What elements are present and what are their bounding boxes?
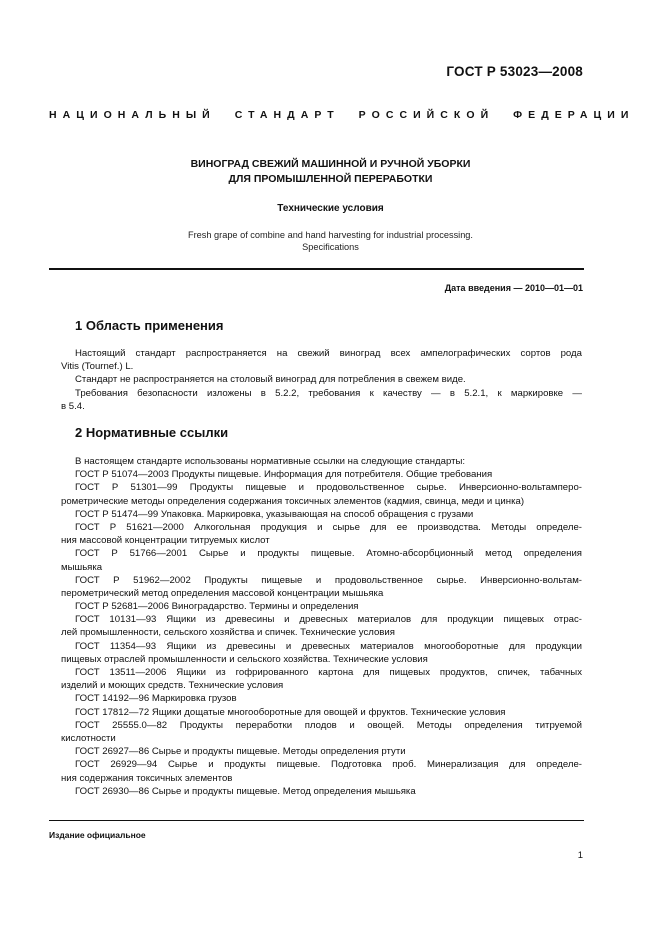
reference-line: ния массовой концентрации титруемых кислот <box>61 535 270 547</box>
reference-line: ГОСТ Р 51621—2000 Алкогольная продукция и сырье для ее производства. Методы определе- <box>75 521 582 533</box>
english-title-line-1: Fresh grape of combine and hand harvesting for industrial processing. <box>188 230 473 240</box>
section-2-body <box>61 455 582 798</box>
reference-line: ГОСТ 14192—96 Маркировка грузов <box>75 693 237 705</box>
reference-line: ГОСТ Р 51766—2001 Сырье и продукты пищевые. Атомно-абсорбционный метод определения <box>75 548 582 560</box>
reference-line: В настоящем стандарте использованы нормативные ссылки на следующие стандарты: <box>75 456 466 467</box>
section-2-heading: 2 Нормативные ссылки <box>75 425 229 440</box>
section-1-heading: 1 Область применения <box>75 318 224 333</box>
reference-line: ГОСТ 10131—93 Ящики из древесины и древесных материалов для продукции пищевых отрас- <box>75 614 582 626</box>
section-1-line: Стандарт не распространяется на столовый виноград для потребления в свежем виде. <box>75 374 466 386</box>
section-1-line: в 5.4. <box>61 400 85 412</box>
document-subtitle: Технические условия <box>277 203 384 214</box>
reference-line: ГОСТ Р 52681—2006 Виноградарство. Термины и определения <box>75 601 359 613</box>
reference-line: ГОСТ 26929—94 Сырье и продукты пищевые. Подготовка проб. Минерализация для определе- <box>75 759 582 771</box>
reference-line: ГОСТ 11354—93 Ящики из древесины и древесных материалов многооборотные для продукции <box>75 640 582 652</box>
reference-line: изделий и моющих средств. Технические условия <box>61 680 284 692</box>
reference-line: лей промышленности, сельского хозяйства и спичек. Технические условия <box>61 627 395 639</box>
gost-identifier: ГОСТ Р 53023—2008 <box>446 64 583 79</box>
section-1-line: Настоящий стандарт распространяется на свежий виноград всех ампелографических сортов рода <box>75 348 582 359</box>
reference-line: ГОСТ Р 51474—99 Упаковка. Маркировка, указывающая на способ обращения с грузами <box>75 508 474 520</box>
section-1-line: Требования безопасности изложены в 5.2.2, требования к качеству — в 5.2.1, к маркировке — <box>75 387 582 399</box>
section-1-body <box>61 347 582 413</box>
english-title-line-2: Specifications <box>302 242 359 252</box>
reference-line: ГОСТ 26927—86 Сырье и продукты пищевые. Методы определения ртути <box>75 746 406 758</box>
official-edition-note: Издание официальное <box>49 830 146 840</box>
reference-line: пищевых отраслей промышленности и сельского хозяйства. Технические условия <box>61 653 428 665</box>
header-rule <box>49 268 584 270</box>
reference-line: кислотности <box>61 732 116 744</box>
page-number: 1 <box>577 850 583 861</box>
reference-line: мышьяка <box>61 561 103 573</box>
reference-line: ГОСТ 25555.0—82 Продукты переработки плодов и овощей. Методы определения титруемой <box>75 719 582 731</box>
document-title-line-1: ВИНОГРАД СВЕЖИЙ МАШИННОЙ И РУЧНОЙ УБОРКИ <box>190 158 471 170</box>
reference-line: ГОСТ 13511—2006 Ящики из гофрированного картона для пищевых продуктов, спичек, табачных <box>75 667 582 678</box>
reference-line: ГОСТ 17812—72 Ящики дощатые многооборотные для овощей и фруктов. Технические условия <box>75 706 506 718</box>
document-title-line-2: ДЛЯ ПРОМЫШЛЕННОЙ ПЕРЕРАБОТКИ <box>228 173 433 185</box>
national-standard-banner: НАЦИОНАЛЬНЫЙ СТАНДАРТ РОССИЙСКОЙ ФЕДЕРАЦИИ <box>49 109 635 121</box>
reference-line: ния содержания токсичных элементов <box>61 772 233 784</box>
section-1-line: Vitis (Tournef.) L. <box>61 361 134 373</box>
reference-line: ГОСТ Р 51074—2003 Продукты пищевые. Информация для потребителя. Общие требования <box>75 469 493 481</box>
reference-line: ГОСТ Р 51301—99 Продукты пищевые и продовольственное сырье. Инверсионно-вольтамперо- <box>75 482 582 494</box>
reference-line: ГОСТ 26930—86 Сырье и продукты пищевые. Метод определения мышьяка <box>75 785 416 797</box>
reference-line: рометрические методы определения содержания токсичных элементов (кадмия, свинца, меди и цинка) <box>61 495 525 507</box>
introduction-date: Дата введения — 2010—01—01 <box>444 283 583 293</box>
footer-rule <box>49 820 584 821</box>
reference-line: ГОСТ Р 51962—2002 Продукты пищевые и продовольственное сырье. Инверсионно-вольтам- <box>75 574 582 586</box>
reference-line: перометрический метод определения массовой концентрации мышьяка <box>61 587 384 599</box>
